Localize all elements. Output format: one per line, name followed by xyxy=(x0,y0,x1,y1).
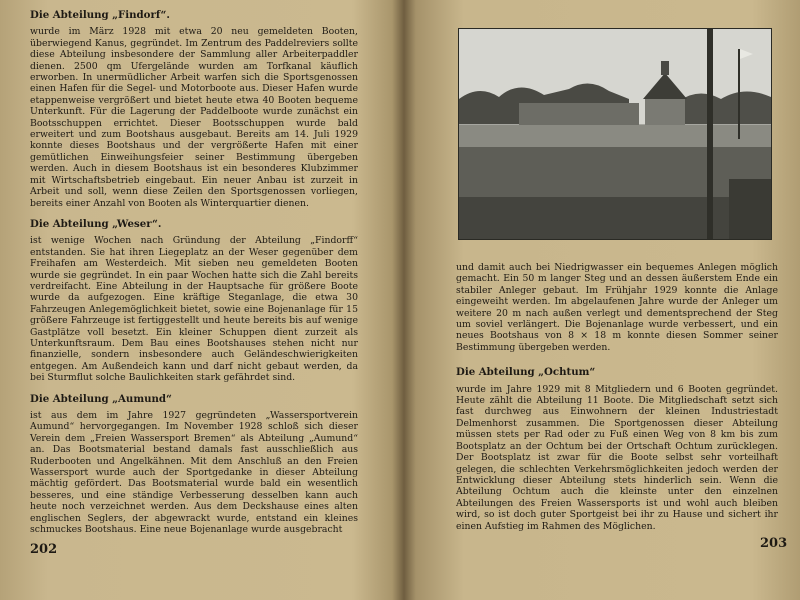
boathouse-photo xyxy=(458,28,772,240)
section-heading-ochtum: Die Abteilung „Ochtum“ xyxy=(456,366,596,379)
section-heading-weser: Die Abteilung „Weser“. xyxy=(30,217,162,230)
aumund-continuation: und damit auch bei Niedrigwasser ein bequemes Anlegen möglich gemacht. Ein 50 m langer Steg und an dessen äußerstem Ende ein stabiler Anleger gebaut. Im Frühjahr 1929 konnte die Anlage eingeweiht werden. Im abgelaufenen Jahre wurde der Anleger um weitere 20 m nach außen verlegt und dementsprechend der Steg um soviel verlängert. Die Bojenanlage wurde verbessert, und ein neues Bootshaus von 8 × 18 m konnte diesen Sommer seiner Bestimmung übergeben werden. xyxy=(456,262,778,353)
page-number-right: 203 xyxy=(760,536,788,551)
left-text-column xyxy=(30,10,358,545)
section-heading-aumund: Die Abteilung „Aumund“ xyxy=(30,392,172,405)
section-body-findorf: wurde im März 1928 mit etwa 20 neu gemeldeten Booten, überwiegend Kanus, gegründet. Im Zentrum des Paddelreviers sollte diese Abteilung insbesondere der Sammlung aller Arbeiterpaddler dienen. 2500 qm Ufergelände wurden am Torfkanal käuflich erworben. In unermüdlicher Arbeit warfen sich die Sportsgenossen einen Hafen für die Segel- und Motorboote aus. Dieser Hafen wurde etappenweise vergrößert und bietet heute etwa 40 Booten bequeme Unterkunft. Für die Lagerung der Paddelboote wurde zunächst ein Bootsschuppen errichtet. Dieser Bootsschuppen wurde bald erweitert und zum Bootshaus ausgebaut. Bereits am 14. Juli 1929 konnte dieses Bootshaus und der vergrößerte Hafen mit einer gemütlichen Einweihungsfeier seiner Bestimmung übergeben werden. Auch in diesem Bootshaus ist ein besonderes Klubzimmer mit Wirtschaftsbetrieb eingebaut. Ein neuer Anbau ist zurzeit in Arbeit und soll, wenn diese Zeilen den Sportsgenossen vorliegen, bereits einer Anzahl von Booten als Winterquartier dienen. xyxy=(30,26,358,209)
right-page xyxy=(412,0,800,600)
boathouse-photo-drawing xyxy=(459,29,771,239)
section-body-weser: ist wenige Wochen nach Gründung der Abteilung „Findorff“ entstanden. Sie hat ihren Liegeplatz an der Weser gegenüber dem Freihafen am Westerdeich. Mit sieben neu gemeldeten Booten wurde sie gegründet. In ein paar Wochen hatte sich die Zahl bereits verdreifacht. Eine Abteilung in der Hauptsache für größere Boote wurde da aufgezogen. Eine kräftige Steganlage, die etwa 30 Fahrzeugen Anlegemöglichkeit bietet, sowie eine Bojenanlage für 15 größere Fahrzeuge ist fertiggestellt und heute bereits bis auf wenige Gastplätze voll besetzt. Ein kleiner Schuppen dient zurzeit als Unterkunftsraum. Dem Bau eines Bootshauses stehen nicht nur finanzielle, sondern insbesondere auch Geländeschwierigkeiten entgegen. Am Außendeich kann und darf nicht gebaut werden, da bei Sturmflut solche Baulichkeiten stark gefährdet sind. xyxy=(30,235,358,384)
section-body-aumund: ist aus dem im Jahre 1927 gegründeten „Wassersportverein Aumund“ hervorgegangen. Im November 1928 schloß sich dieser Verein dem „Freien Wassersport Bremen“ als Abteilung „Aumund“ an. Das Bootsmaterial bestand damals fast ausschließlich aus Ruderbooten und Angelkähnen. Mit dem Anschluß an den Freien Wassersport wurde auch der Sportgedanke in dieser Abteilung mächtig gefördert. Das Bootsmaterial wurde bald ein wesentlich besseres, und eine ständige Verbesserung desselben kann auch heute noch verzeichnet werden. Aus dem Deckshause eines alten englischen Seglers, der abgewrackt wurde, entstand ein kleines schmuckes Bootshaus. Eine neue Bojenanlage wurde ausgebracht xyxy=(30,410,358,536)
right-text-column xyxy=(456,262,778,542)
section-body-ochtum: wurde im Jahre 1929 mit 8 Mitgliedern und 6 Booten gegründet. Heute zählt die Abteilung 11 Boote. Die Mitgliedschaft setzt sich fast durchweg aus Einwohnern der kleinen Industriestadt Delmenhorst zusammen. Die Sportgenossen dieser Abteilung müssen stets per Rad oder zu Fuß einen Weg von 8 km bis zum Bootsplatz an der Ochtum bei der Ortschaft Ochtum zurücklegen. Der Bootsplatz ist zwar für die Boote selbst sehr vorteilhaft gelegen, die schlechten Verkehrsmöglichkeiten jedoch werden der Entwicklung dieser Abteilung stets hinderlich sein. Wenn die Abteilung Ochtum auch die kleinste unter den einzelnen Abteilungen des Freien Wassersports ist und wohl auch bleiben wird, so ist doch guter Sportgeist bei ihr zu Hause und sichert ihr einen Aufstieg im Rahmen des Möglichen. xyxy=(456,383,778,532)
page-number-left: 202 xyxy=(30,542,58,557)
section-heading-findorf: Die Abteilung „Findorf“. xyxy=(30,9,170,21)
